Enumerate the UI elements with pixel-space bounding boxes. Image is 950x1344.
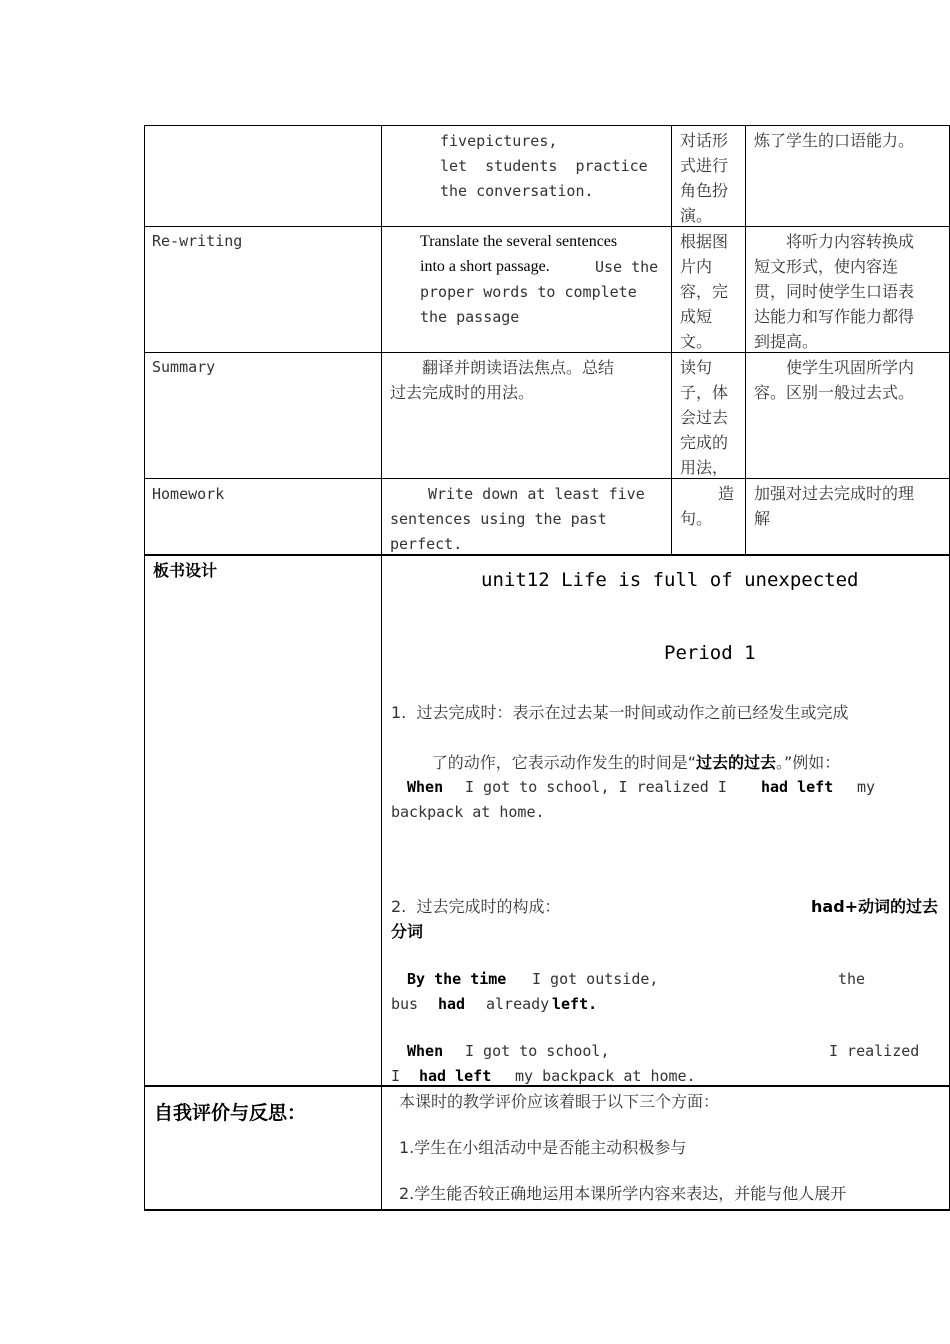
example-text: already: [486, 995, 550, 1013]
point-1-line: 1. 过去完成时：表示在过去某一时间或动作之前已经发生或完成: [391, 703, 849, 722]
activity-line: 子，体: [680, 383, 729, 402]
step-cell: [144, 126, 381, 227]
activity-line: 根据图: [680, 232, 729, 251]
step-cell: [144, 353, 381, 479]
board-title: unit12 Life is full of unexpected: [481, 569, 859, 591]
example-keyword: When: [407, 1042, 444, 1060]
content-line: the conversation.: [440, 182, 594, 200]
content-line: into a short passage.: [420, 258, 550, 275]
purpose-line: 加强对过去完成时的理: [754, 484, 915, 503]
activity-cell: [672, 479, 745, 555]
content-line: Write down at least five: [428, 485, 645, 503]
example-keyword: When: [407, 778, 444, 796]
example-text: backpack at home.: [391, 803, 545, 821]
example-text: I got outside,: [532, 970, 659, 988]
reflection-label: 自我评价与反思：: [154, 1102, 307, 1124]
activity-line: 造: [718, 484, 735, 503]
activity-line: 读句: [680, 358, 713, 377]
purpose-line: 短文形式，使内容连: [754, 257, 899, 276]
example-keyword: left.: [552, 995, 598, 1013]
activity-cell: [672, 353, 745, 479]
purpose-cell: [746, 353, 949, 479]
point-2-formula-tail: 分词: [391, 922, 424, 941]
purpose-line: 贯，同时使学生口语表: [754, 282, 915, 301]
activity-line: 成短: [680, 307, 713, 326]
content-line: let students practice: [440, 157, 648, 175]
example-keyword: By the time: [407, 970, 507, 988]
board-label-cell: [144, 556, 381, 1087]
activity-cell: [672, 126, 745, 227]
example-text: bus: [391, 995, 419, 1013]
point-2-line: 2. 过去完成时的构成：: [391, 897, 561, 916]
point-1-emphasis: 过去的过去: [695, 753, 776, 772]
step-cell: [144, 479, 381, 555]
activity-cell: [672, 227, 745, 353]
activity-line: 用法，: [680, 458, 729, 477]
reflection-label-cell: [144, 1087, 381, 1209]
content-cell: [382, 353, 671, 479]
content-line: 翻译并朗读语法焦点。总结: [422, 358, 615, 377]
example-text: my backpack at home.: [515, 1067, 696, 1085]
reflection-item: 1.学生在小组活动中是否能主动积极参与: [399, 1138, 687, 1157]
purpose-line: 达能力和写作能力都得: [754, 307, 915, 326]
purpose-line: 解: [754, 509, 771, 528]
example-keyword: had left: [761, 778, 834, 796]
example-text: I got to school, I realized I: [465, 778, 727, 796]
reflection-row: [144, 1085, 950, 1211]
example-text: I realized: [829, 1042, 920, 1060]
content-cell: [382, 126, 671, 227]
board-design-row: [144, 554, 950, 1087]
activity-line: 文。: [680, 332, 713, 351]
reflection-intro: 本课时的教学评价应该着眼于以下三个方面：: [399, 1092, 720, 1111]
table-row: [144, 352, 950, 479]
step-cell: [144, 227, 381, 353]
reflection-item: 2.学生能否较正确地运用本课所学内容来表达，并能与他人展开: [399, 1184, 847, 1203]
purpose-line: 使学生巩固所学内: [786, 358, 915, 377]
point-1-text: 了的动作，它表示动作发生的时间是“: [431, 753, 696, 772]
step-label: Re-writing: [152, 232, 243, 250]
step-label: Summary: [152, 358, 216, 376]
activity-line: 演。: [680, 206, 713, 225]
example-text: my: [857, 778, 876, 796]
board-content-cell: [382, 556, 949, 1087]
activity-line: 完成的: [680, 433, 729, 452]
example-keyword: had: [438, 995, 466, 1013]
content-cell: [382, 227, 671, 353]
activity-line: 式进行: [680, 156, 729, 175]
activity-line: 角色扮: [680, 181, 729, 200]
example-text: I got to school,: [465, 1042, 610, 1060]
period-title: Period 1: [664, 642, 756, 664]
table-row: [144, 478, 950, 555]
activity-line: 句。: [680, 509, 713, 528]
activity-line: 容，完: [680, 282, 729, 301]
content-cell: [382, 479, 671, 555]
purpose-line: 将听力内容转换成: [786, 232, 915, 251]
purpose-line: 容。区别一般过去式。: [754, 383, 915, 402]
content-line: fivepictures,: [440, 132, 558, 150]
table-row: [144, 125, 950, 227]
content-line: Translate the several sentences: [420, 233, 618, 250]
content-line: perfect.: [390, 535, 463, 553]
content-line: Use the: [595, 258, 659, 276]
point-1-tail: 。”例如：: [776, 753, 841, 772]
content-line: 过去完成时的用法。: [390, 383, 535, 402]
step-label: Homework: [152, 485, 225, 503]
activity-line: 片内: [680, 257, 713, 276]
example-text: I: [391, 1067, 401, 1085]
example-text: the: [838, 970, 866, 988]
purpose-line: 到提高。: [754, 332, 819, 351]
activity-line: 对话形: [680, 131, 729, 150]
example-keyword: had left: [419, 1067, 492, 1085]
reflection-content-cell: [382, 1087, 949, 1209]
point-2-formula: had+动词的过去: [811, 897, 939, 916]
purpose-cell: [746, 126, 949, 227]
purpose-cell: [746, 479, 949, 555]
content-line: proper words to complete: [420, 283, 637, 301]
purpose-cell: [746, 227, 949, 353]
purpose-line: 炼了学生的口语能力。: [754, 131, 915, 150]
content-line: the passage: [420, 308, 520, 326]
table-row: [144, 226, 950, 353]
board-label: 板书设计: [153, 561, 218, 580]
activity-line: 会过去: [680, 408, 729, 427]
content-line: sentences using the past: [390, 510, 607, 528]
